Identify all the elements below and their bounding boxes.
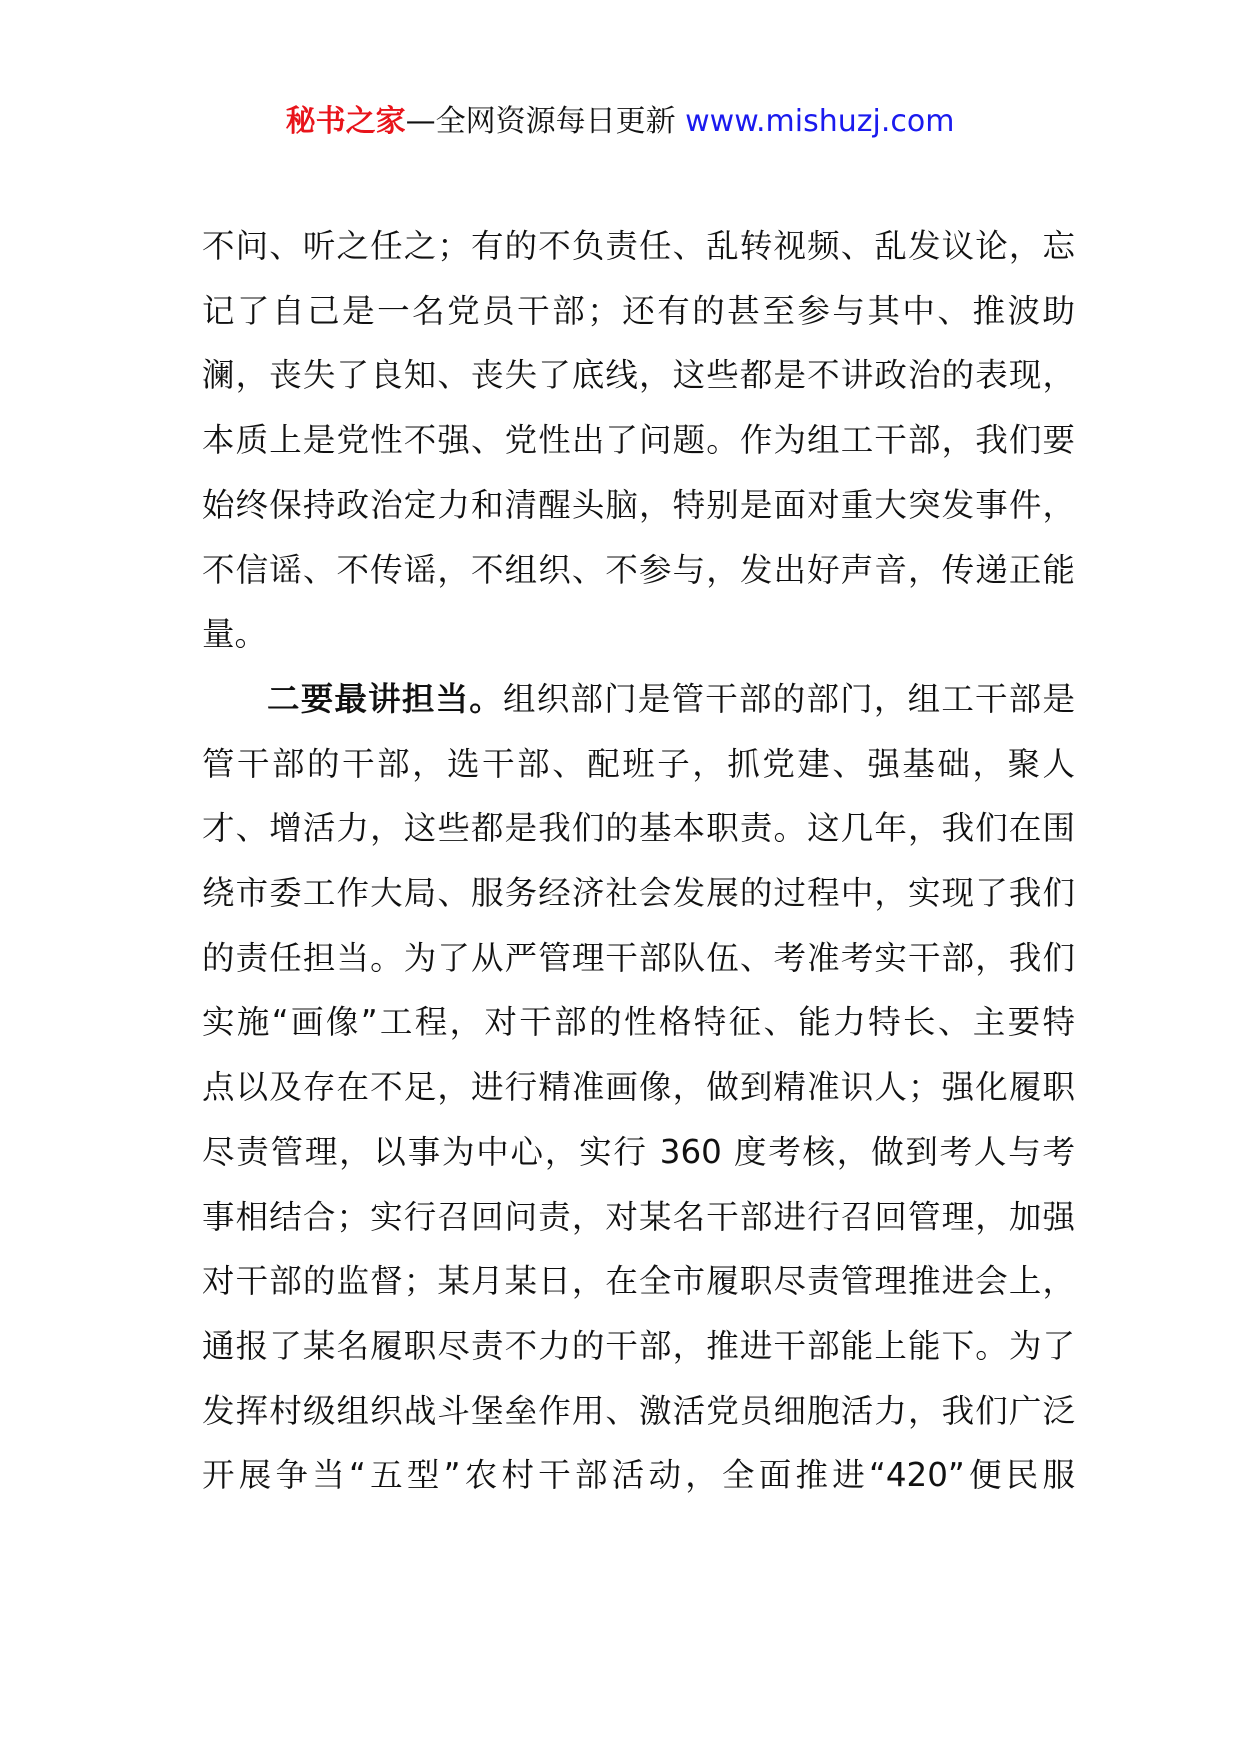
- text-line: 澜，丧失了良知、丧失了底线，这些都是不讲政治的表现，: [202, 356, 1075, 395]
- paragraph-1: [202, 214, 1075, 667]
- text-line: 的责任担当。为了从严管理干部队伍、考准考实干部，我们: [202, 938, 1075, 977]
- text-line: 管干部的干部，选干部、配班子，抓党建、强基础，聚人: [202, 744, 1075, 783]
- site-header: [0, 102, 1240, 142]
- header-slogan: —全网资源每日更新: [405, 104, 676, 139]
- text-line: 对干部的监督；某月某日，在全市履职尽责管理推进会上，: [202, 1262, 1075, 1301]
- site-url-link[interactable]: www.mishuzj.com: [685, 104, 955, 139]
- text-line: 记了自己是一名党员干部；还有的甚至参与其中、推波助: [202, 291, 1075, 330]
- brand-name: 秘书之家: [285, 104, 406, 139]
- text-line: 点以及存在不足，进行精准画像，做到精准识人；强化履职: [202, 1068, 1075, 1107]
- text-line: 事相结合；实行召回问责，对某名干部进行召回管理，加强: [202, 1197, 1075, 1236]
- text-line: 才、增活力，这些都是我们的基本职责。这几年，我们在围: [202, 809, 1075, 848]
- text-line: 始终保持政治定力和清醒头脑，特别是面对重大突发事件，: [202, 485, 1075, 524]
- text-line: 尽责管理，以事为中心，实行 360 度考核，做到考人与考: [202, 1132, 1075, 1171]
- text-line: 实施“画像”工程，对干部的性格特征、能力特长、主要特: [202, 1003, 1075, 1042]
- text-line-first: [202, 667, 1075, 732]
- text-line-rest: 组织部门是管干部的部门，组工干部是: [503, 679, 1075, 718]
- text-line: 开展争当“五型”农村干部活动，全面推进“420”便民服: [202, 1456, 1075, 1495]
- text-line: 不信谣、不传谣，不组织、不参与，发出好声音，传递正能: [202, 550, 1075, 589]
- paragraph-2: [202, 667, 1075, 1508]
- text-line: 量。: [202, 615, 268, 654]
- text-line: 通报了某名履职尽责不力的干部，推进干部能上能下。为了: [202, 1326, 1075, 1365]
- text-line: 绕市委工作大局、服务经济社会发展的过程中，实现了我们: [202, 874, 1075, 913]
- document-body: [202, 214, 1075, 1508]
- paragraph-lead-heading: 二要最讲担当。: [267, 679, 504, 718]
- text-line: 不问、听之任之；有的不负责任、乱转视频、乱发议论，忘: [202, 227, 1075, 265]
- text-line: 发挥村级组织战斗堡垒作用、激活党员细胞活力，我们广泛: [202, 1391, 1075, 1430]
- text-line: 本质上是党性不强、党性出了问题。作为组工干部，我们要: [202, 421, 1075, 460]
